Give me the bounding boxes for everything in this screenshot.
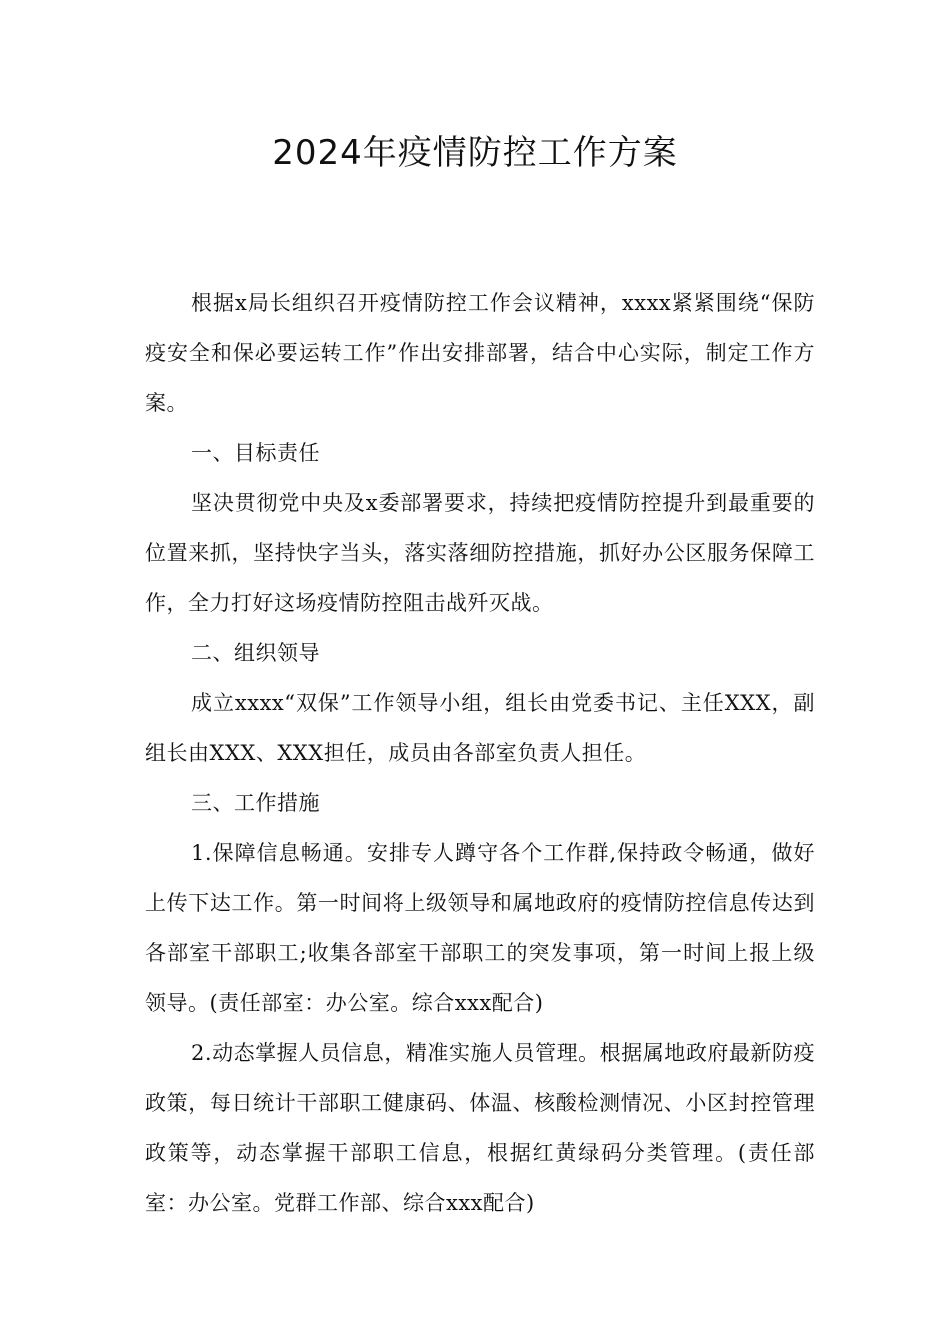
document-body — [145, 278, 815, 1228]
paragraph-measure-2: 2.动态掌握人员信息，精准实施人员管理。根据属地政府最新防疫政策，每日统计干部职工健康码、体温、核酸检测情况、小区封控管理政策等，动态掌握干部职工信息，根据红黄绿码分类管理。(责任部室：办公室。党群工作部、综合xxx配合) — [145, 1041, 815, 1215]
paragraph-leadership: 成立xxxx“双保”工作领导小组，组长由党委书记、主任XXX，副组长由XXX、XXX担任，成员由各部室负责人担任。 — [145, 691, 815, 765]
section-heading-measures: 三、工作措施 — [191, 791, 320, 815]
paragraph-intro: 根据x局长组织召开疫情防控工作会议精神，xxxx紧紧围绕“保防疫安全和保必要运转工作”作出安排部署，结合中心实际，制定工作方案。 — [145, 291, 815, 415]
section-heading-leadership: 二、组织领导 — [191, 641, 320, 665]
document-title: 2024年疫情防控工作方案 — [272, 133, 678, 173]
section-heading-goals: 一、目标责任 — [191, 441, 320, 465]
paragraph-measure-1: 1.保障信息畅通。安排专人蹲守各个工作群,保持政令畅通，做好上传下达工作。第一时间将上级领导和属地政府的疫情防控信息传达到各部室干部职工;收集各部室干部职工的突发事项，第一时间上报上级领导。(责任部室：办公室。综合xxx配合) — [145, 841, 815, 1015]
paragraph-goals: 坚决贯彻党中央及x委部署要求，持续把疫情防控提升到最重要的位置来抓，坚持快字当头，落实落细防控措施，抓好办公区服务保障工作，全力打好这场疫情防控阻击战歼灭战。 — [145, 491, 815, 615]
